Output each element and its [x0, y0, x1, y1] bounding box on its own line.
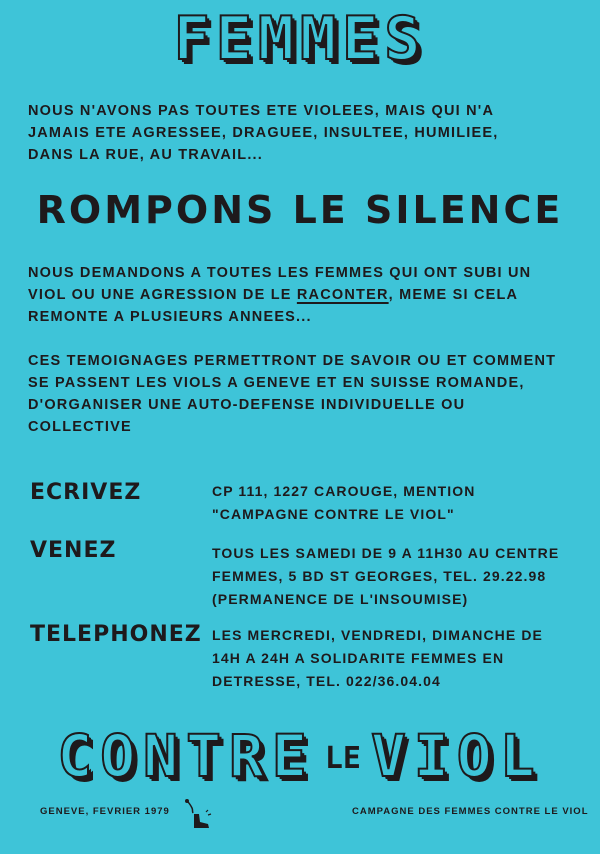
write-label: ECRIVEZ	[30, 480, 142, 505]
boot-kick-icon	[182, 798, 218, 834]
footer-date: GENEVE, FEVRIER 1979	[40, 806, 170, 817]
come-line: (PERMANENCE DE L'INSOUMISE)	[212, 591, 469, 607]
intro-paragraph	[28, 100, 588, 166]
footer-campaign: CAMPAGNE DES FEMMES CONTRE LE VIOL	[352, 806, 589, 817]
call-line: LES MERCREDI, VENDREDI, DIMANCHE DE	[212, 627, 543, 643]
purpose-line: COLLECTIVE	[28, 419, 132, 435]
call-line: 14H A 24H A SOLIDARITE FEMMES EN	[212, 650, 505, 666]
call-line: DETRESSE, TEL. 022/36.04.04	[212, 673, 441, 689]
request-line: NOUS DEMANDONS A TOUTES LES FEMMES QUI ONT SUBI UN	[28, 265, 532, 281]
come-label: VENEZ	[30, 538, 117, 563]
call-label: TELEPHONEZ	[30, 622, 202, 647]
slogan-word-viol: VIOL	[370, 722, 543, 790]
purpose-line: CES TEMOIGNAGES PERMETTRONT DE SAVOIR OU ET COMMENT	[28, 353, 557, 369]
write-line: "CAMPAGNE CONTRE LE VIOL"	[212, 506, 455, 522]
intro-line: NOUS N'AVONS PAS TOUTES ETE VIOLEES, MAIS QUI N'A	[28, 103, 495, 119]
slogan	[0, 722, 600, 790]
purpose-paragraph	[28, 350, 588, 438]
poster-title: FEMMES	[173, 4, 427, 74]
request-text: VIOL OU UNE AGRESSION DE LE	[28, 287, 297, 303]
purpose-line: D'ORGANISER UNE AUTO-DEFENSE INDIVIDUELLE OU	[28, 397, 466, 413]
slogan-word-contre: CONTRE	[57, 722, 315, 790]
purpose-line: SE PASSENT LES VIOLS A GENEVE ET EN SUISSE ROMANDE,	[28, 375, 525, 391]
write-details	[212, 480, 592, 526]
request-paragraph	[28, 262, 588, 328]
write-line: CP 111, 1227 CAROUGE, MENTION	[212, 483, 476, 499]
underlined-word: RACONTER	[296, 287, 389, 303]
call-details	[212, 624, 592, 693]
request-text: , MEME SI CELA	[388, 287, 519, 303]
intro-line: DANS LA RUE, AU TRAVAIL...	[28, 147, 263, 163]
intro-line: JAMAIS ETE AGRESSEE, DRAGUEE, INSULTEE, HUMILIEE,	[28, 125, 499, 141]
come-details	[212, 542, 592, 611]
come-line: FEMMES, 5 BD ST GEORGES, TEL. 29.22.98	[212, 568, 547, 584]
headline: ROMPONS LE SILENCE	[36, 188, 564, 232]
request-line	[28, 284, 588, 306]
request-line: REMONTE A PLUSIEURS ANNEES...	[28, 309, 312, 325]
slogan-word-le: LE	[324, 741, 361, 776]
come-line: TOUS LES SAMEDI DE 9 A 11H30 AU CENTRE	[212, 545, 560, 561]
